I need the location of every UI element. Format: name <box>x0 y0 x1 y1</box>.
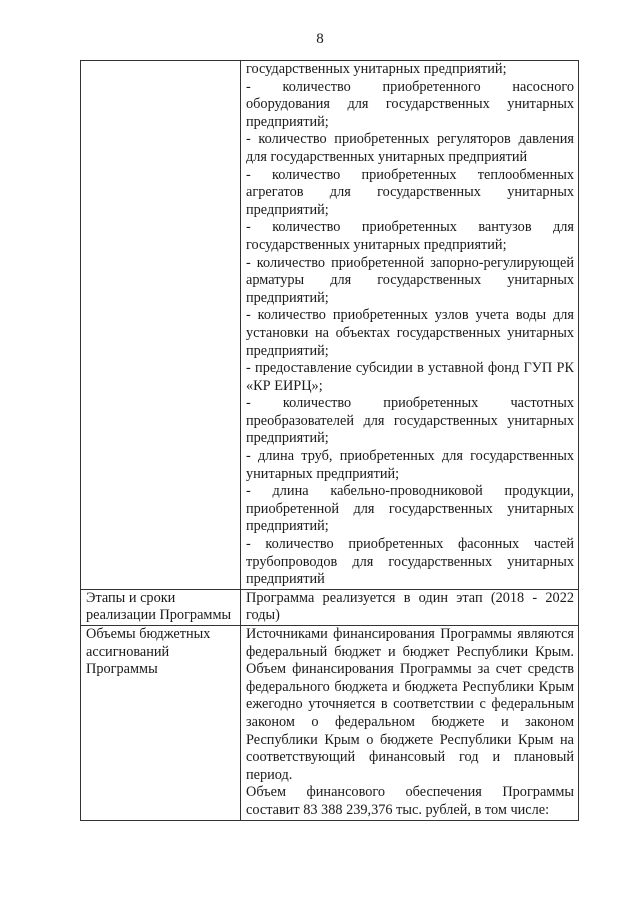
list-item: - количество приобретенных теплообменных агрегатов для государственных унитарных предприятий; <box>246 166 574 218</box>
paragraph: Объем финансового обеспечения Программы составит 83 388 239,376 тыс. рублей, в том числе: <box>246 784 574 818</box>
list-item: - количество приобретенной запорно-регулирующей арматуры для государственных унитарных предприятий; <box>246 254 574 306</box>
list-item: - количество приобретенных вантузов для государственных унитарных предприятий; <box>246 219 574 253</box>
list-item: - количество приобретенных частотных преобразователей для государственных унитарных предприятий; <box>246 395 574 447</box>
list-item: - длина кабельно-проводниковой продукции, приобретенной для государственных унитарных предприятий; <box>246 483 574 535</box>
row-label: Объемы бюджетных ассигнований Программы <box>81 626 241 821</box>
table-row-budget <box>81 626 579 821</box>
list-item: государственных унитарных предприятий; <box>246 61 507 77</box>
list-item: - количество приобретенных узлов учета воды для установки на объектах государственных унитарных предприятий; <box>246 307 574 359</box>
row-content <box>241 589 579 625</box>
row-label: Этапы и сроки реализации Программы <box>81 589 241 625</box>
passport-table <box>80 60 579 821</box>
list-item: - количество приобретенных регуляторов давления для государственных унитарных предприятий <box>246 131 574 165</box>
list-item: - количество приобретенного насосного оборудования для государственных унитарных предприятий; <box>246 78 574 130</box>
table-row-indicators <box>81 61 579 590</box>
list-item: - количество приобретенных фасонных частей трубопроводов для государственных унитарных предприятий <box>246 536 574 588</box>
row-content <box>241 61 579 590</box>
paragraph: Программа реализуется в один этап (2018 - 2022 годы) <box>246 589 574 624</box>
list-item: - длина труб, приобретенных для государственных унитарных предприятий; <box>246 448 574 482</box>
paragraph: Источниками финансирования Программы являются федеральный бюджет и бюджет Республики Крым. Объем финансирования Программы за счет средств федерального бюджета и бюджета Республики Крым ежегодно уточняется в соответствии с федеральным законом о федеральном бюджете и законом Республики Крым о бюджете Республики Крым на соответствующий финансовый год и плановый период. <box>246 626 574 783</box>
table-row-stages <box>81 589 579 625</box>
row-content <box>241 626 579 821</box>
page-number: 8 <box>316 31 324 47</box>
row-label <box>81 61 241 590</box>
list-item: - предоставление субсидии в уставной фонд ГУП РК «КР ЕИРЦ»; <box>246 360 574 394</box>
